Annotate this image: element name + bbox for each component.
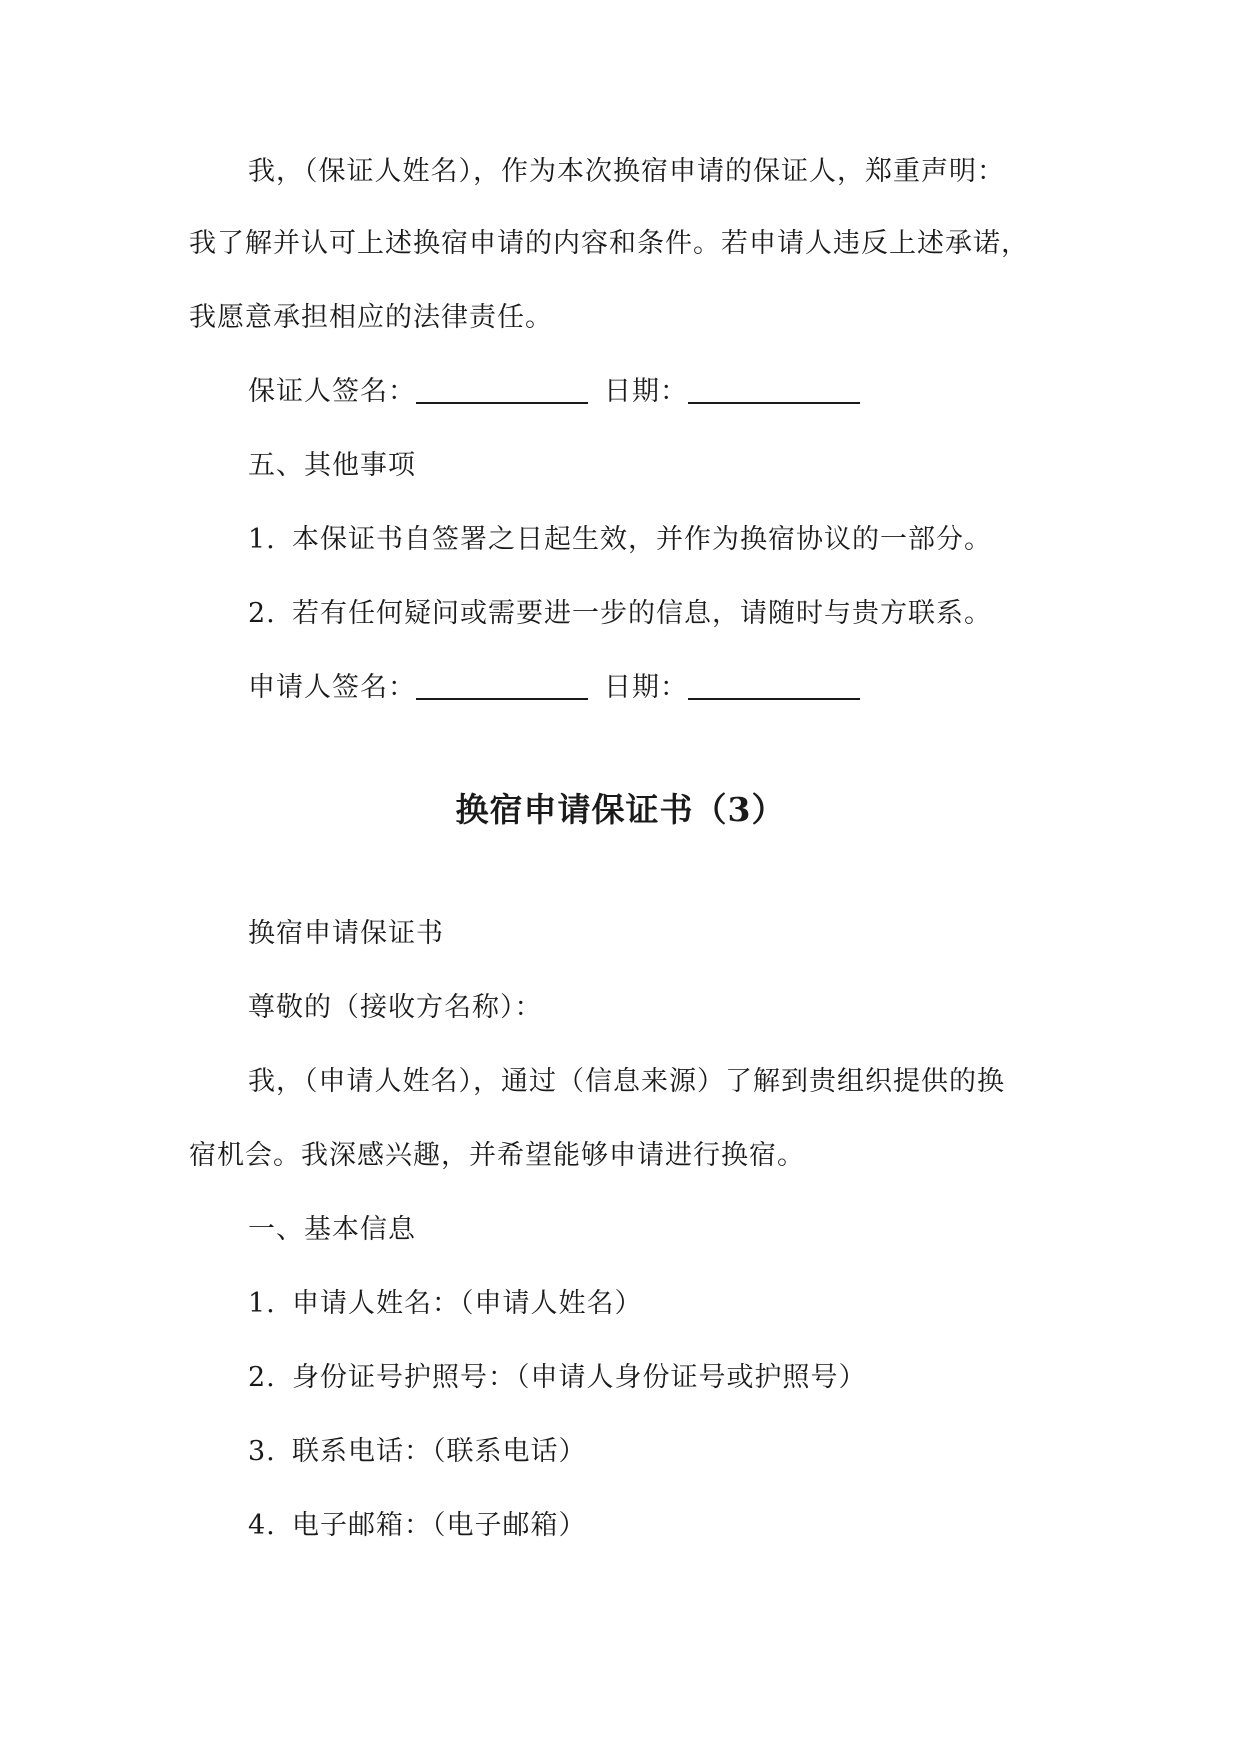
guarantor-statement-line-3: 我愿意承担相应的法律责任。 <box>189 302 553 333</box>
list-item-text: 联系电话：（联系电话） <box>292 1436 587 1467</box>
applicant-signature-blank <box>416 672 588 700</box>
list-item-number: 4. <box>248 1510 276 1541</box>
list-item <box>248 1358 867 1398</box>
list-item <box>248 594 992 634</box>
guarantor-date-blank <box>688 376 860 404</box>
applicant-date-blank <box>688 672 860 700</box>
list-item <box>248 1506 587 1546</box>
guarantor-signature-row <box>248 372 876 412</box>
list-item-text: 申请人姓名：（申请人姓名） <box>292 1288 643 1319</box>
list-item <box>248 520 992 560</box>
applicant-date-label: 日期： <box>604 672 688 703</box>
list-item <box>248 1284 643 1324</box>
list-item-number: 2. <box>248 598 276 629</box>
list-item-number: 1. <box>248 524 276 555</box>
list-item-number: 3. <box>248 1436 276 1467</box>
guarantor-signature-label: 保证人签名： <box>248 376 416 407</box>
list-item-text: 电子邮箱：（电子邮箱） <box>292 1510 587 1541</box>
list-item-number: 1. <box>248 1288 276 1319</box>
basic-info-heading: 一、基本信息 <box>248 1214 416 1245</box>
guarantor-signature-blank <box>416 376 588 404</box>
guarantor-statement-line-1: 我，（保证人姓名），作为本次换宿申请的保证人，郑重声明： <box>248 156 1005 187</box>
applicant-signature-row <box>248 668 876 708</box>
list-item-number: 2. <box>248 1362 276 1393</box>
intro-line-1: 我，（申请人姓名），通过（信息来源）了解到贵组织提供的换 <box>248 1066 1005 1097</box>
document-title: 换宿申请保证书（3） <box>455 790 786 829</box>
applicant-signature-label: 申请人签名： <box>248 672 416 703</box>
document-subtitle: 换宿申请保证书 <box>248 918 444 949</box>
other-matters-heading: 五、其他事项 <box>248 450 416 481</box>
list-item-text: 身份证号护照号：（申请人身份证号或护照号） <box>292 1362 867 1393</box>
guarantor-date-label: 日期： <box>604 376 688 407</box>
salutation: 尊敬的（接收方名称）： <box>248 992 543 1023</box>
list-item <box>248 1432 587 1472</box>
intro-line-2: 宿机会。我深感兴趣，并希望能够申请进行换宿。 <box>189 1140 805 1171</box>
guarantor-statement-line-2: 我了解并认可上述换宿申请的内容和条件。若申请人违反上述承诺， <box>189 228 1029 259</box>
list-item-text: 本保证书自签署之日起生效，并作为换宿协议的一部分。 <box>292 524 992 555</box>
list-item-text: 若有任何疑问或需要进一步的信息，请随时与贵方联系。 <box>292 598 992 629</box>
